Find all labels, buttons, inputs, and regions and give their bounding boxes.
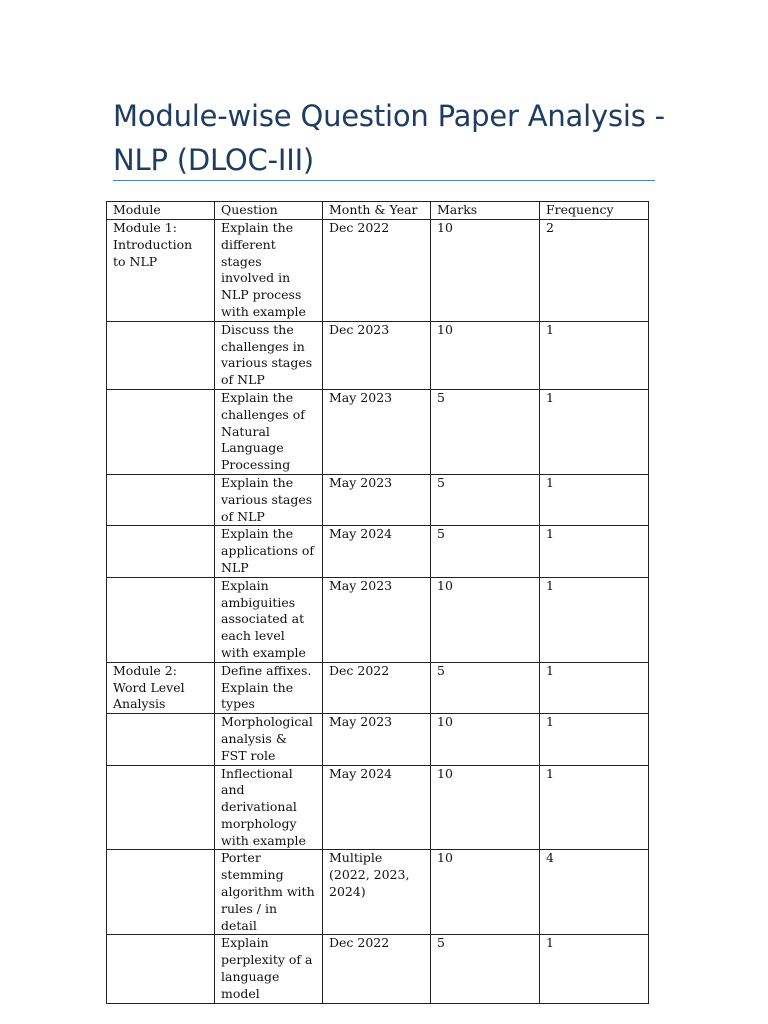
cell-month-year: May 2023	[323, 474, 431, 525]
cell-question: Define affixes. Explain the types	[215, 662, 323, 713]
table-header-row	[107, 202, 649, 220]
cell-module	[107, 765, 215, 850]
table-row	[107, 935, 649, 1003]
cell-frequency: 1	[540, 765, 649, 850]
cell-frequency: 2	[540, 220, 649, 322]
cell-module	[107, 577, 215, 662]
header-frequency: Frequency	[540, 202, 649, 220]
cell-frequency: 1	[540, 474, 649, 525]
table-row	[107, 474, 649, 525]
cell-frequency: 1	[540, 577, 649, 662]
cell-module	[107, 389, 215, 474]
cell-frequency: 1	[540, 321, 649, 389]
cell-question: Explain the challenges of Natural Language Processing	[215, 389, 323, 474]
cell-module	[107, 474, 215, 525]
cell-frequency: 1	[540, 389, 649, 474]
cell-marks: 5	[431, 662, 540, 713]
cell-marks: 5	[431, 389, 540, 474]
table-row	[107, 577, 649, 662]
cell-month-year: Dec 2022	[323, 662, 431, 713]
cell-question: Explain the various stages of NLP	[215, 474, 323, 525]
table-row	[107, 765, 649, 850]
table-row	[107, 526, 649, 577]
cell-month-year: May 2024	[323, 526, 431, 577]
cell-month-year: Dec 2022	[323, 220, 431, 322]
cell-marks: 10	[431, 850, 540, 935]
cell-month-year: Multiple (2022, 2023, 2024)	[323, 850, 431, 935]
header-module: Module	[107, 202, 215, 220]
cell-marks: 5	[431, 474, 540, 525]
title-underline	[113, 180, 655, 181]
question-analysis-table	[106, 201, 649, 1004]
cell-month-year: May 2024	[323, 765, 431, 850]
cell-module	[107, 714, 215, 765]
cell-month-year: Dec 2023	[323, 321, 431, 389]
document-title: Module-wise Question Paper Analysis - NLP (DLOC-III)	[113, 99, 665, 177]
table-row	[107, 714, 649, 765]
header-question: Question	[215, 202, 323, 220]
cell-frequency: 1	[540, 935, 649, 1003]
cell-question: Explain perplexity of a language model	[215, 935, 323, 1003]
cell-marks: 10	[431, 321, 540, 389]
cell-marks: 10	[431, 220, 540, 322]
cell-marks: 5	[431, 526, 540, 577]
cell-month-year: May 2023	[323, 577, 431, 662]
cell-question: Explain ambiguities associated at each level with example	[215, 577, 323, 662]
cell-marks: 10	[431, 577, 540, 662]
cell-marks: 10	[431, 714, 540, 765]
cell-module	[107, 526, 215, 577]
header-marks: Marks	[431, 202, 540, 220]
cell-frequency: 1	[540, 714, 649, 765]
table-row	[107, 662, 649, 713]
table-row	[107, 389, 649, 474]
cell-question: Explain the different stages involved in NLP process with example	[215, 220, 323, 322]
cell-frequency: 1	[540, 662, 649, 713]
cell-frequency: 1	[540, 526, 649, 577]
cell-module	[107, 321, 215, 389]
header-month-year: Month & Year	[323, 202, 431, 220]
cell-month-year: May 2023	[323, 389, 431, 474]
cell-question: Explain the applications of NLP	[215, 526, 323, 577]
cell-question: Morphological analysis & FST role	[215, 714, 323, 765]
cell-module: Module 2: Word Level Analysis	[107, 662, 215, 713]
table-row	[107, 220, 649, 322]
cell-question: Discuss the challenges in various stages of NLP	[215, 321, 323, 389]
cell-module	[107, 850, 215, 935]
cell-month-year: Dec 2022	[323, 935, 431, 1003]
cell-marks: 5	[431, 935, 540, 1003]
cell-month-year: May 2023	[323, 714, 431, 765]
cell-marks: 10	[431, 765, 540, 850]
table-row	[107, 850, 649, 935]
cell-module	[107, 935, 215, 1003]
cell-question: Porter stemming algorithm with rules / in detail	[215, 850, 323, 935]
cell-frequency: 4	[540, 850, 649, 935]
table-row	[107, 321, 649, 389]
cell-module: Module 1: Introduction to NLP	[107, 220, 215, 322]
cell-question: Inflectional and derivational morphology with example	[215, 765, 323, 850]
